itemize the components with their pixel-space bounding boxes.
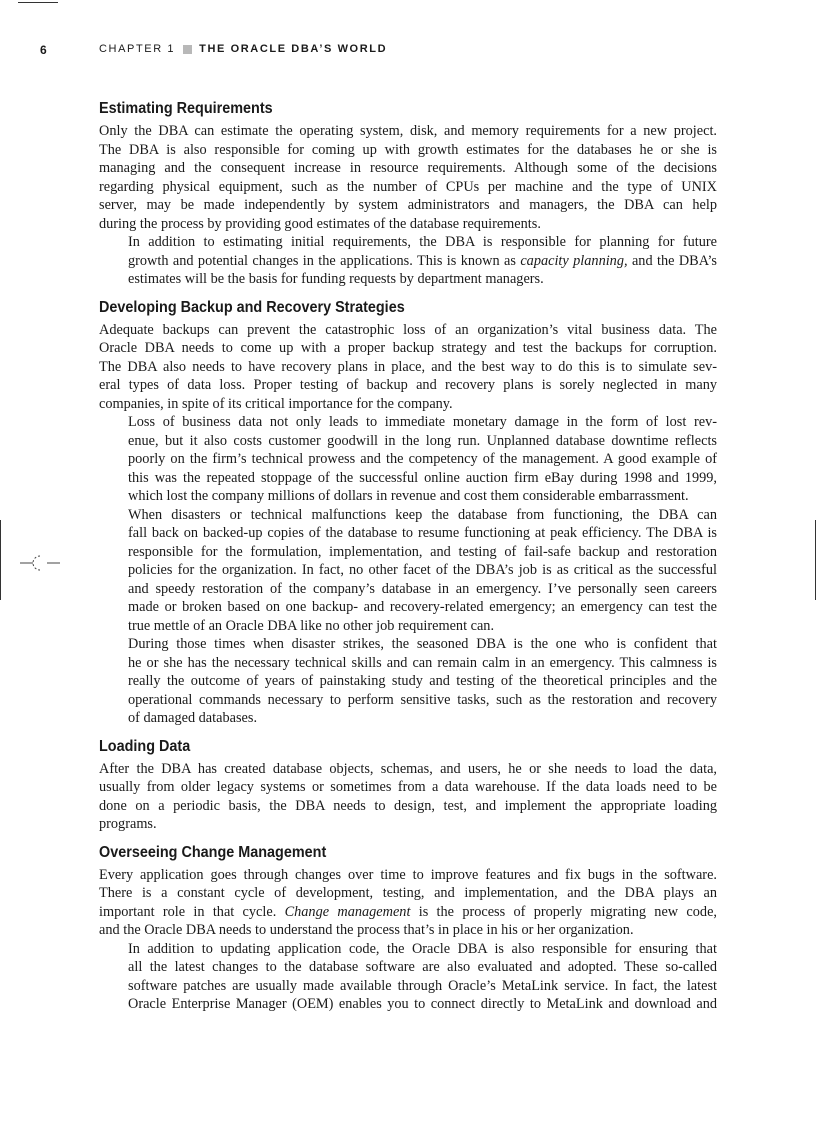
text-line: made or broken based on one backup- and recovery-related emergency; an emergency can test the <box>128 599 717 615</box>
text-line: this was the repeated stoppage of the successful online auction firm eBay during 1998 and 1999, <box>128 469 717 486</box>
section-heading: Loading Data <box>99 737 191 755</box>
paragraph <box>99 413 717 506</box>
running-head <box>99 43 387 55</box>
text-line: true mettle of an Oracle DBA like no other job requirement can. <box>128 617 495 634</box>
text-line: programs. <box>99 816 157 832</box>
emphasis-term: Change management <box>284 903 411 920</box>
paragraph <box>99 321 717 414</box>
text-line: Only the DBA can estimate the operating system, disk, and memory requirements for a new project. <box>99 123 717 139</box>
paragraph <box>99 122 717 233</box>
crop-mark-top <box>18 2 58 3</box>
text-line: operational commands necessary to perform sensitive tasks, such as the restoration and recovery <box>128 691 717 708</box>
paragraph <box>99 866 717 940</box>
text-line: estimates will be the basis for funding requests by department managers. <box>128 271 544 287</box>
text-line: regarding physical equipment, such as the number of CPUs per machine and the type of UNIX <box>99 178 717 195</box>
text-line <box>99 252 717 271</box>
text-line: In addition to estimating initial requirements, the DBA is responsible for planning for future <box>128 234 717 250</box>
text-line: which lost the company millions of dollars in revenue and cost them considerable embarrassment. <box>128 488 689 504</box>
text-line: and speedy restoration of the company’s database in an emergency. I’ve personally seen careers <box>128 580 717 597</box>
text-line: really the outcome of years of painstaking study and testing of the theoretical principles and the <box>128 673 717 689</box>
text-line: he or she has the necessary technical skills and can remain calm in an emergency. This calmness is <box>128 654 717 671</box>
page-body <box>99 99 717 1014</box>
paragraph <box>99 635 717 728</box>
text-line: during the process by providing good estimates of the database requirements. <box>99 215 541 232</box>
emphasis-term: capacity planning, <box>520 252 628 269</box>
text-line: There is a constant cycle of development, testing, and implementation, and the DBA plays an <box>99 885 717 901</box>
chapter-title: THE ORACLE DBA’S WORLD <box>199 43 388 55</box>
text-run: and the DBA’s <box>627 252 717 269</box>
section-heading: Estimating Requirements <box>99 100 273 117</box>
text-line <box>99 903 717 922</box>
text-line: Adequate backups can prevent the catastrophic loss of an organization’s vital business data. The <box>99 321 717 338</box>
text-line: done on a periodic basis, the DBA needs to design, test, and implement the appropriate loading <box>99 797 717 814</box>
page-number: 6 <box>40 43 48 57</box>
text-line: Oracle DBA needs to come up with a proper backup strategy and test the backups for corruption. <box>99 340 717 356</box>
paragraph <box>99 940 717 1014</box>
registration-mark-icon <box>20 550 60 574</box>
text-line: poorly on the firm’s technical prowess and the competency of the management. A good example of <box>128 451 717 467</box>
text-line: Oracle Enterprise Manager (OEM) enables you to connect directly to MetaLink and download and <box>128 996 717 1012</box>
section-change-management <box>99 843 717 1014</box>
text-run: important role in that cycle. <box>99 903 285 920</box>
section-backup-recovery <box>99 298 717 728</box>
section-loading-data <box>99 737 717 834</box>
text-run: is the process of properly migrating new code, <box>410 903 717 920</box>
text-line: fall back on backed-up copies of the database to resume functioning at peak efficiency. The DBA is <box>128 525 717 541</box>
text-line: enue, but it also costs customer goodwill in the long run. Unplanned database downtime reflects <box>128 432 717 449</box>
text-line: During those times when disaster strikes, the seasoned DBA is the one who is confident that <box>128 636 717 652</box>
text-run: growth and potential changes in the applications. This is known as <box>128 252 521 269</box>
text-line: eral types of data loss. Proper testing of backup and recovery plans is sorely neglected in many <box>99 377 717 393</box>
paragraph <box>99 506 717 636</box>
text-line: Every application goes through changes over time to improve features and fix bugs in the software. <box>99 866 717 883</box>
text-line: and the Oracle DBA needs to understand the process that’s in place in his or her organization. <box>99 922 634 938</box>
text-line: software patches are usually made available through Oracle’s MetaLink service. In fact, the latest <box>128 977 717 994</box>
text-line: managing and the consequent increase in resource requirements. Although some of the decisions <box>99 160 717 176</box>
section-heading: Overseeing Change Management <box>99 843 327 861</box>
text-line: After the DBA has created database objects, schemas, and users, he or she needs to load the data, <box>99 760 717 777</box>
text-line: Loss of business data not only leads to immediate monetary damage in the form of lost rev- <box>128 414 717 430</box>
text-line: companies, in spite of its critical importance for the company. <box>99 395 453 412</box>
chapter-label: CHAPTER 1 <box>99 43 176 55</box>
crop-mark-left <box>0 520 1 600</box>
paragraph <box>99 760 717 834</box>
paragraph <box>99 233 717 289</box>
text-line: all the latest changes to the database software are also evaluated and adopted. These so-called <box>128 959 717 975</box>
text-line: of damaged databases. <box>128 710 258 726</box>
text-line: server, may be made independently by system administrators and managers, the DBA can help <box>99 197 717 213</box>
section-heading: Developing Backup and Recovery Strategies <box>99 298 405 316</box>
text-line: usually from older legacy systems or sometimes from a data warehouse. If the data loads need to be <box>99 779 717 795</box>
text-line: When disasters or technical malfunctions keep the database from functioning, the DBA can <box>128 506 717 523</box>
separator-square-icon <box>183 45 192 54</box>
text-line: In addition to updating application code, the Oracle DBA is also responsible for ensuring that <box>128 940 717 957</box>
text-line: policies for the organization. In fact, no other facet of the DBA’s job is as critical as the successful <box>128 562 717 578</box>
text-line: responsible for the formulation, implementation, and testing of fail-safe backup and restoration <box>128 543 717 560</box>
text-line: The DBA is also responsible for coming up with growth estimates for the databases he or she is <box>99 141 717 158</box>
section-estimating-requirements <box>99 99 717 289</box>
text-line: The DBA also needs to have recovery plans in place, and the best way to do this is to simulate sev- <box>99 358 717 375</box>
